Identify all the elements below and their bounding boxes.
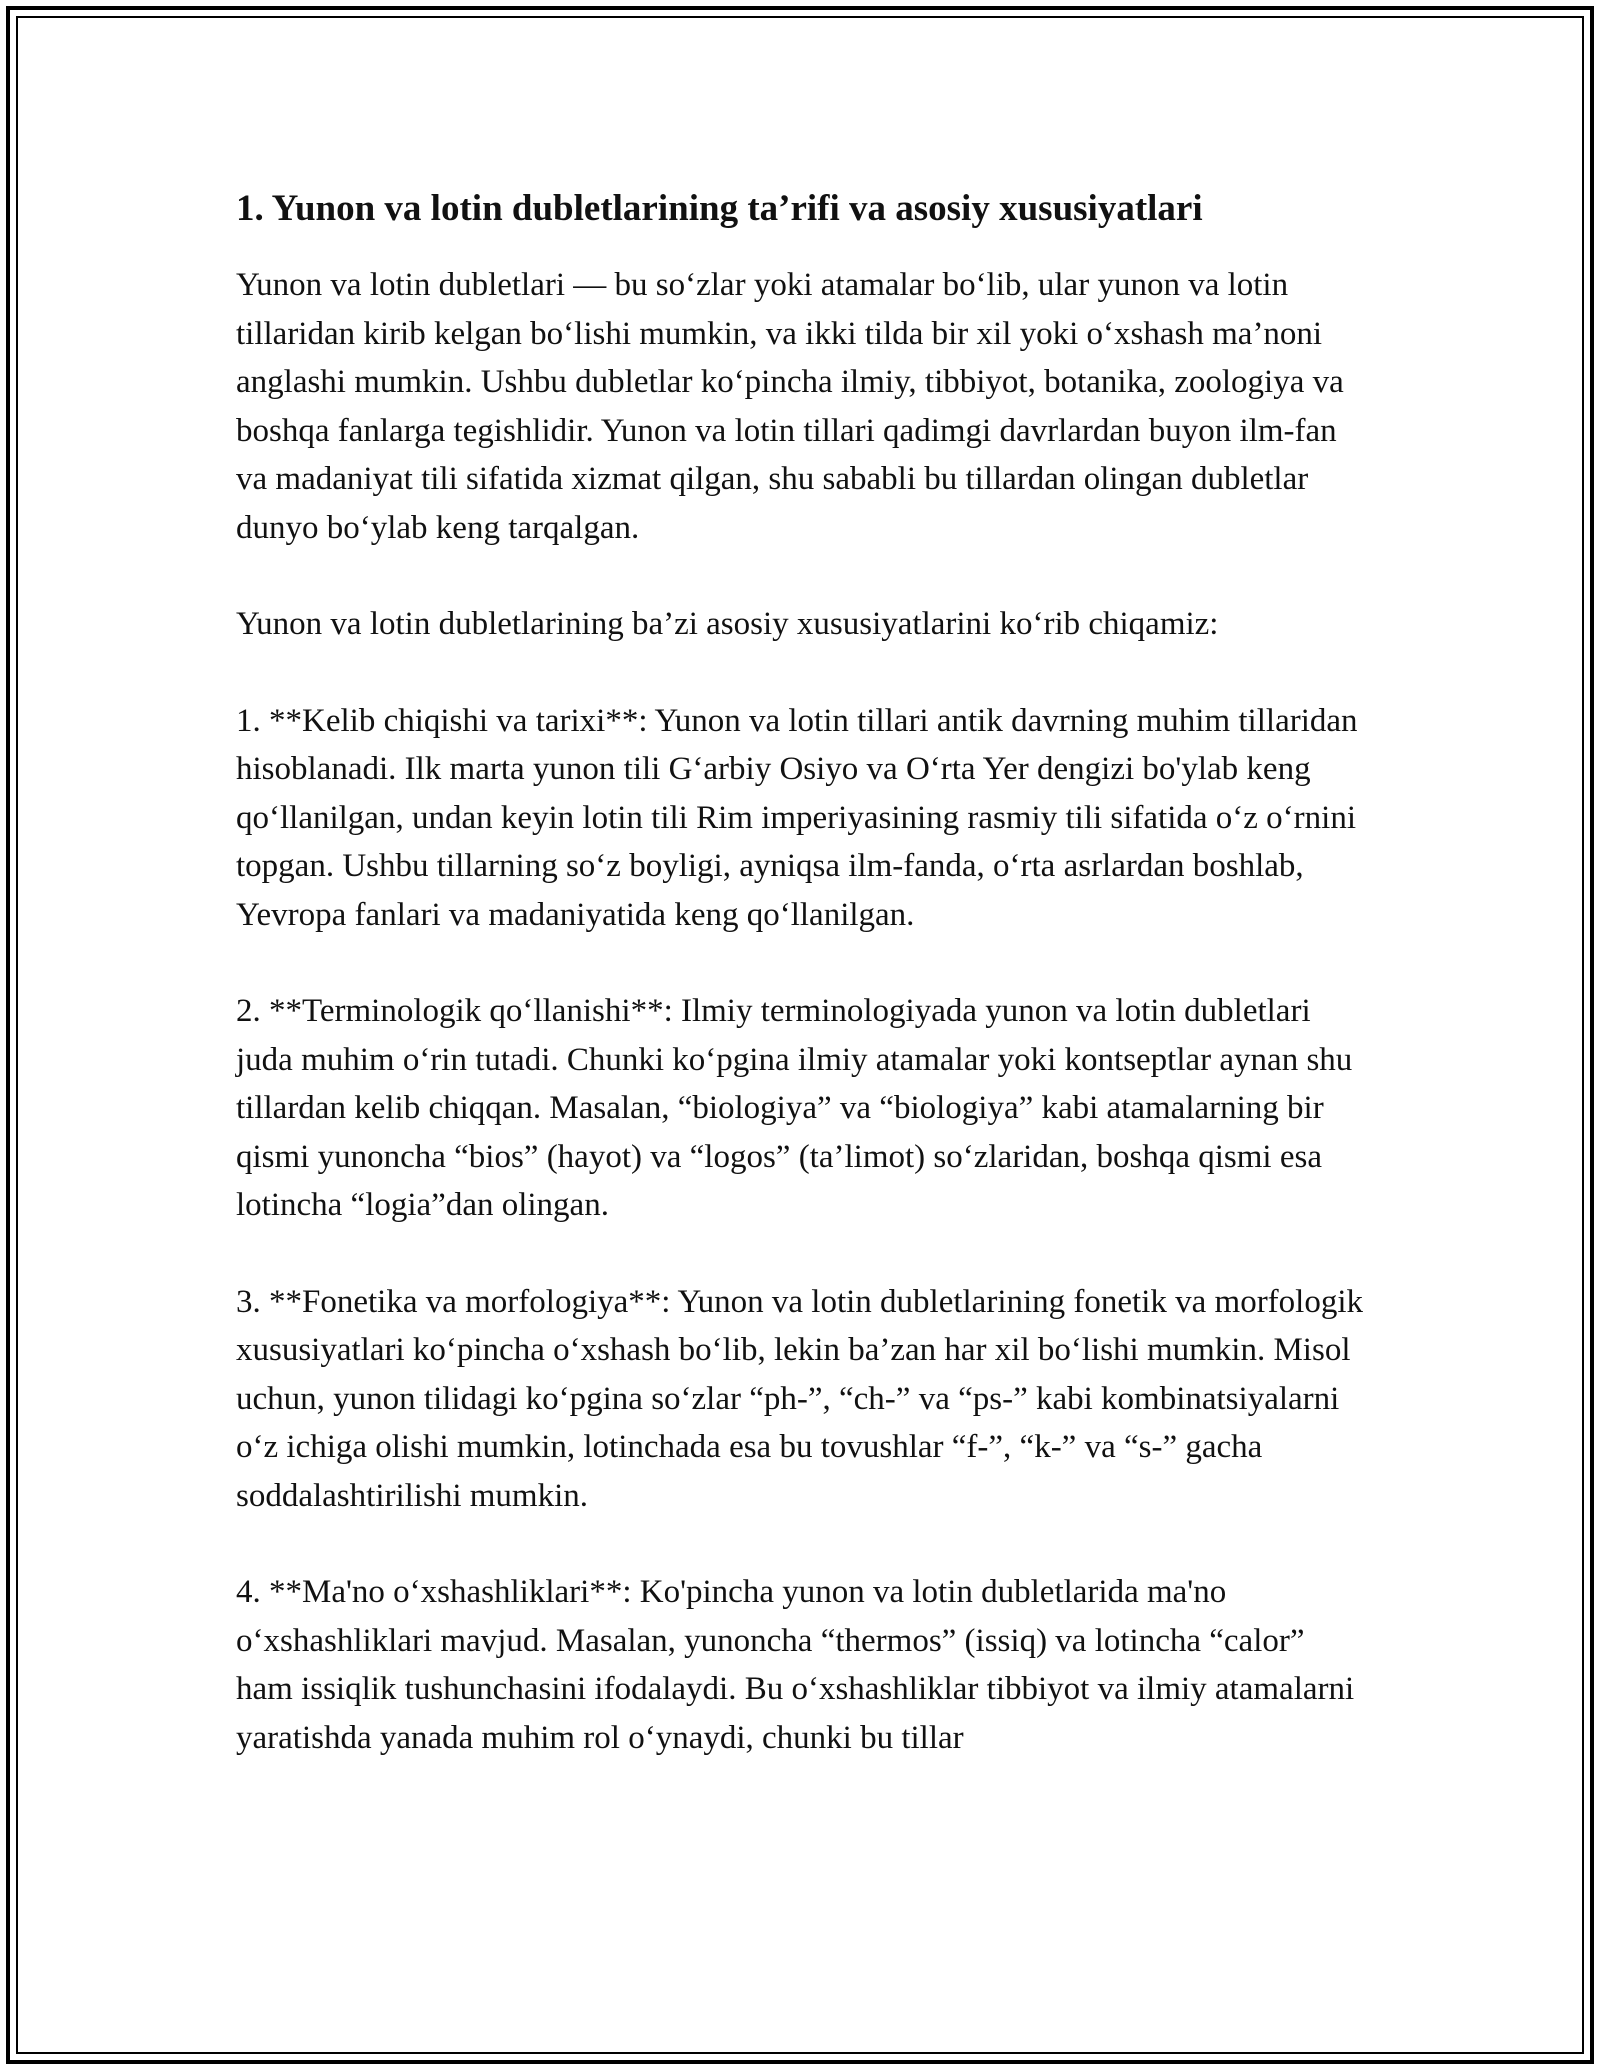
paragraph-meaning-similarities: 4. **Ma'no o‘xshashliklari**: Ko'pincha yunon va lotin dubletlarida ma'no o‘xshashliklari mavjud. Masalan, yunoncha “thermos” (issiq) va lotincha “calor” ham issiqlik tushunchasini ifodalaydi. Bu o‘xshashliklar tibbiyot va ilmiy atamalarni yaratishda yanada muhim rol o‘ynaydi, chunki bu tillar [236, 1574, 1355, 1756]
paragraph-phonetics-morphology: 3. **Fonetika va morfologiya**: Yunon va lotin dubletlarining fonetik va morfologik xususiyatlari ko‘pincha o‘xshash bo‘lib, lekin ba’zan har xil bo‘lishi mumkin. Misol uchun, yunon tilidagi ko‘pgina so‘zlar “ph-”, “ch-” va “ps-” kabi kombinatsiyalarni o‘z ichiga olishi mumkin, lotinchada esa bu tovushlar “f-”, “k-” va “s-” gacha soddalashtirilishi mumkin. [236, 1283, 1364, 1514]
document-body [236, 185, 1366, 1810]
paragraph-definition: Yunon va lotin dubletlari — bu so‘zlar yoki atamalar bo‘lib, ular yunon va lotin tillaridan kirib kelgan bo‘lishi mumkin, va ikki tilda bir xil yoki o‘xshash ma’noni anglashi mumkin. Ushbu dubletlar ko‘pincha ilmiy, tibbiyot, botanika, zoologiya va boshqa fanlarga tegishlidir. Yunon va lotin tillari qadimgi davrlardan buyon ilm-fan va madaniyat tili sifatida xizmat qilgan, shu sababli bu tillardan olingan dubletlar dunyo bo‘ylab keng tarqalgan. [236, 267, 1344, 546]
paragraph-terminology: 2. **Terminologik qo‘llanishi**: Ilmiy terminologiyada yunon va lotin dubletlari juda muhim o‘rin tutadi. Chunki ko‘pgina ilmiy atamalar yoki kontseptlar aynan shu tillardan kelib chiqqan. Masalan, “biologiya” va “biologiya” kabi atamalarning bir qismi yunoncha “bios” (hayot) va “logos” (ta’limot) so‘zlaridan, boshqa qismi esa lotincha “logia”dan olingan. [236, 993, 1353, 1223]
paragraph-origin-history: 1. **Kelib chiqishi va tarixi**: Yunon va lotin tillari antik davrning muhim tillaridan hisoblanadi. Ilk marta yunon tili G‘arbiy Osiyo va O‘rta Yer dengizi bo'ylab keng qo‘llanilgan, undan keyin lotin tili Rim imperiyasining rasmiy tili sifatida o‘z o‘rnini topgan. Ushbu tillarning so‘z boyligi, ayniqsa ilm-fanda, o‘rta asrlardan boshlab, Yevropa fanlari va madaniyatida keng qo‘llanilgan. [236, 702, 1358, 933]
paragraph-intro-features: Yunon va lotin dubletlarining ba’zi asosiy xususiyatlarini ko‘rib chiqamiz: [236, 606, 1219, 642]
section-heading: 1. Yunon va lotin dubletlarining ta’rifi va asosiy xususiyatlari [236, 188, 1203, 229]
